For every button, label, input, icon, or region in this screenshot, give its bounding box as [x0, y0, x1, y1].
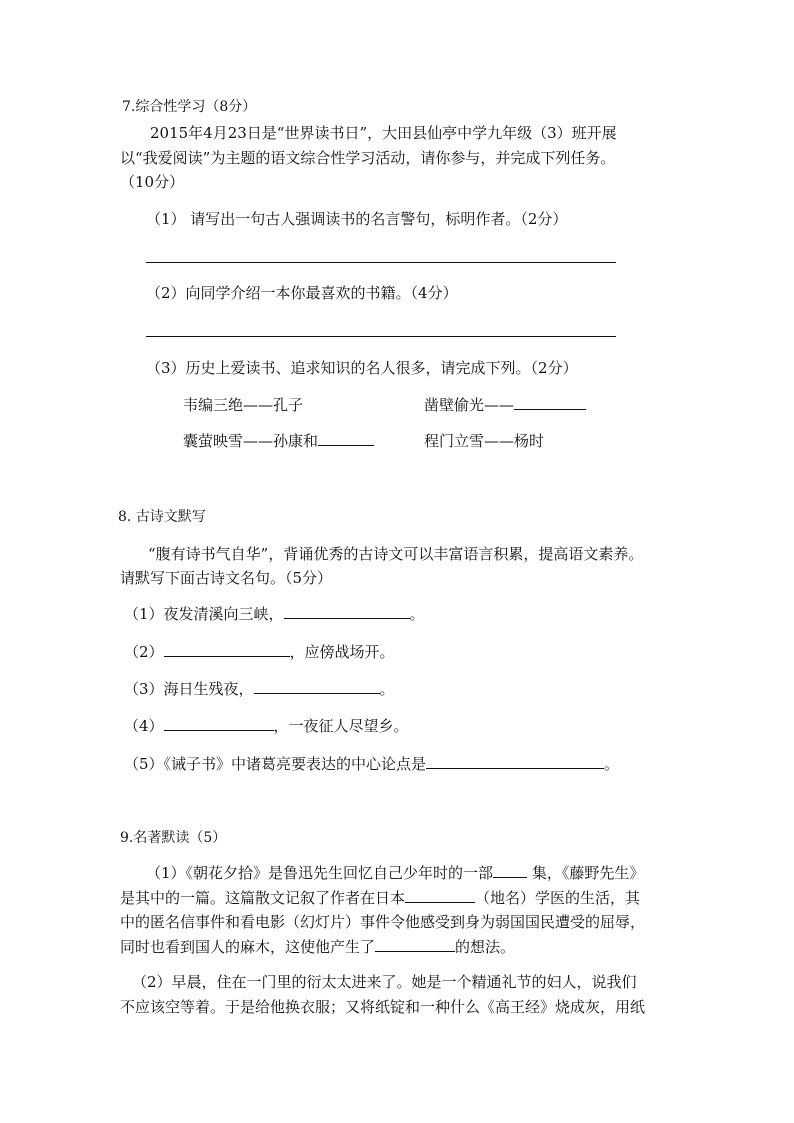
q8-item-2-post: ，应傍战场开。 — [289, 643, 395, 661]
q8-item-4-post: ，一夜征人尽望乡。 — [273, 717, 409, 735]
q8-item-5-post: 。 — [604, 755, 620, 773]
q9-blank-genre[interactable] — [493, 863, 527, 878]
q8-item-3 — [124, 679, 395, 699]
q9-p1-line-4-tail: 的想法。 — [455, 938, 516, 956]
q8-item-4 — [124, 716, 409, 736]
q7-task-2-answer-line[interactable] — [146, 336, 616, 337]
q8-item-3-post: 。 — [379, 680, 395, 698]
q9-p2-line-1: （2）早晨，住在一门里的衍太太进来了。她是一个精通礼节的妇人，说我们 — [132, 973, 637, 991]
q9-p1-line-1 — [146, 863, 644, 883]
q9-title: 9.名著默读（5） — [120, 830, 227, 846]
q7-intro-line-1: 2015年4月23日是“世界读书日”，大田县仙亭中学九年级（3）班开展 — [150, 124, 617, 142]
q8-item-1-pre: （1）夜发清溪向三峡， — [124, 605, 284, 623]
q8-item-5-pre: （5）《诫子书》中诸葛亮要表达的中心论点是 — [124, 755, 427, 773]
q7-pair-2 — [424, 395, 586, 415]
q8-intro-line-1: “腹有诗书气自华”，背诵优秀的古诗文可以丰富语言积累，提高语文素养。 — [148, 545, 644, 563]
q7-task-1: （1） 请写出一句古人强调读书的名言警句，标明作者。（2分） — [146, 210, 568, 228]
q7-pair-3 — [183, 431, 374, 451]
q7-task-1-answer-line[interactable] — [146, 262, 616, 263]
q7-title: 7.综合性学习（8分） — [122, 99, 257, 115]
q7-pair-2-text: 凿壁偷光—— — [424, 396, 515, 414]
q9-p1-line-1-tail: 集，《藤野先生》 — [527, 864, 645, 882]
q9-p2-line-2: 不应该空等着。于是给他换衣服；又将纸锭和一种什么《高王经》烧成灰，用纸 — [120, 998, 646, 1016]
q7-intro-line-3: （10分） — [120, 173, 185, 191]
q7-pair-4: 程门立雪——杨时 — [424, 432, 545, 450]
q8-item-1-blank[interactable] — [284, 604, 410, 619]
q9-p1-line-1-text: （1）《朝花夕拾》是鲁迅先生回忆自己少年时的一部 — [146, 864, 494, 882]
q8-item-1 — [124, 604, 425, 624]
q8-item-4-blank[interactable] — [164, 716, 274, 731]
q7-task-2: （2）向同学介绍一本你最喜欢的书籍。（4分） — [146, 284, 458, 302]
q8-item-2 — [124, 642, 395, 662]
q8-item-5 — [124, 754, 619, 774]
q9-p1-line-2-text: 是其中的一篇。这篇散文记叙了作者在日本 — [120, 889, 406, 907]
q8-item-4-pre: （4） — [124, 717, 164, 735]
q8-title: 8. 古诗文默写 — [118, 509, 206, 525]
q7-task-3: （3）历史上爱读书、追求知识的名人很多，请完成下列。（2分） — [146, 359, 578, 377]
q9-p1-line-3: 中的匿名信事件和看电影（幻灯片）事件令他感受到身为弱国国民遭受的屈辱， — [120, 913, 646, 931]
q8-item-3-blank[interactable] — [254, 679, 380, 694]
q8-item-2-pre: （2） — [124, 643, 164, 661]
q9-p1-line-4-text: 同时也看到国人的麻木，这使他产生了 — [120, 938, 376, 956]
q8-intro-line-2: 请默写下面古诗文名句。（5分） — [120, 569, 333, 587]
q8-item-3-pre: （3）海日生残夜， — [124, 680, 254, 698]
q8-item-1-post: 。 — [409, 605, 425, 623]
q9-p1-line-2 — [120, 888, 640, 908]
q7-pair-2-blank[interactable] — [514, 395, 586, 410]
q9-p1-line-4 — [120, 937, 515, 957]
q8-item-5-blank[interactable] — [426, 754, 604, 769]
q9-blank-idea[interactable] — [375, 937, 455, 952]
q7-pair-3-text: 囊萤映雪——孙康和 — [183, 432, 319, 450]
q7-pair-3-blank[interactable] — [318, 431, 374, 446]
q9-blank-place[interactable] — [405, 888, 475, 903]
q7-pair-1: 韦编三绝——孔子 — [183, 396, 304, 414]
q8-item-2-blank[interactable] — [164, 642, 290, 657]
q7-intro-line-2: 以“我爱阅读”为主题的语文综合性学习活动，请你参与，并完成下列任务。 — [120, 149, 616, 167]
q9-p1-line-2-tail: （地名）学医的生活，其 — [475, 889, 641, 907]
